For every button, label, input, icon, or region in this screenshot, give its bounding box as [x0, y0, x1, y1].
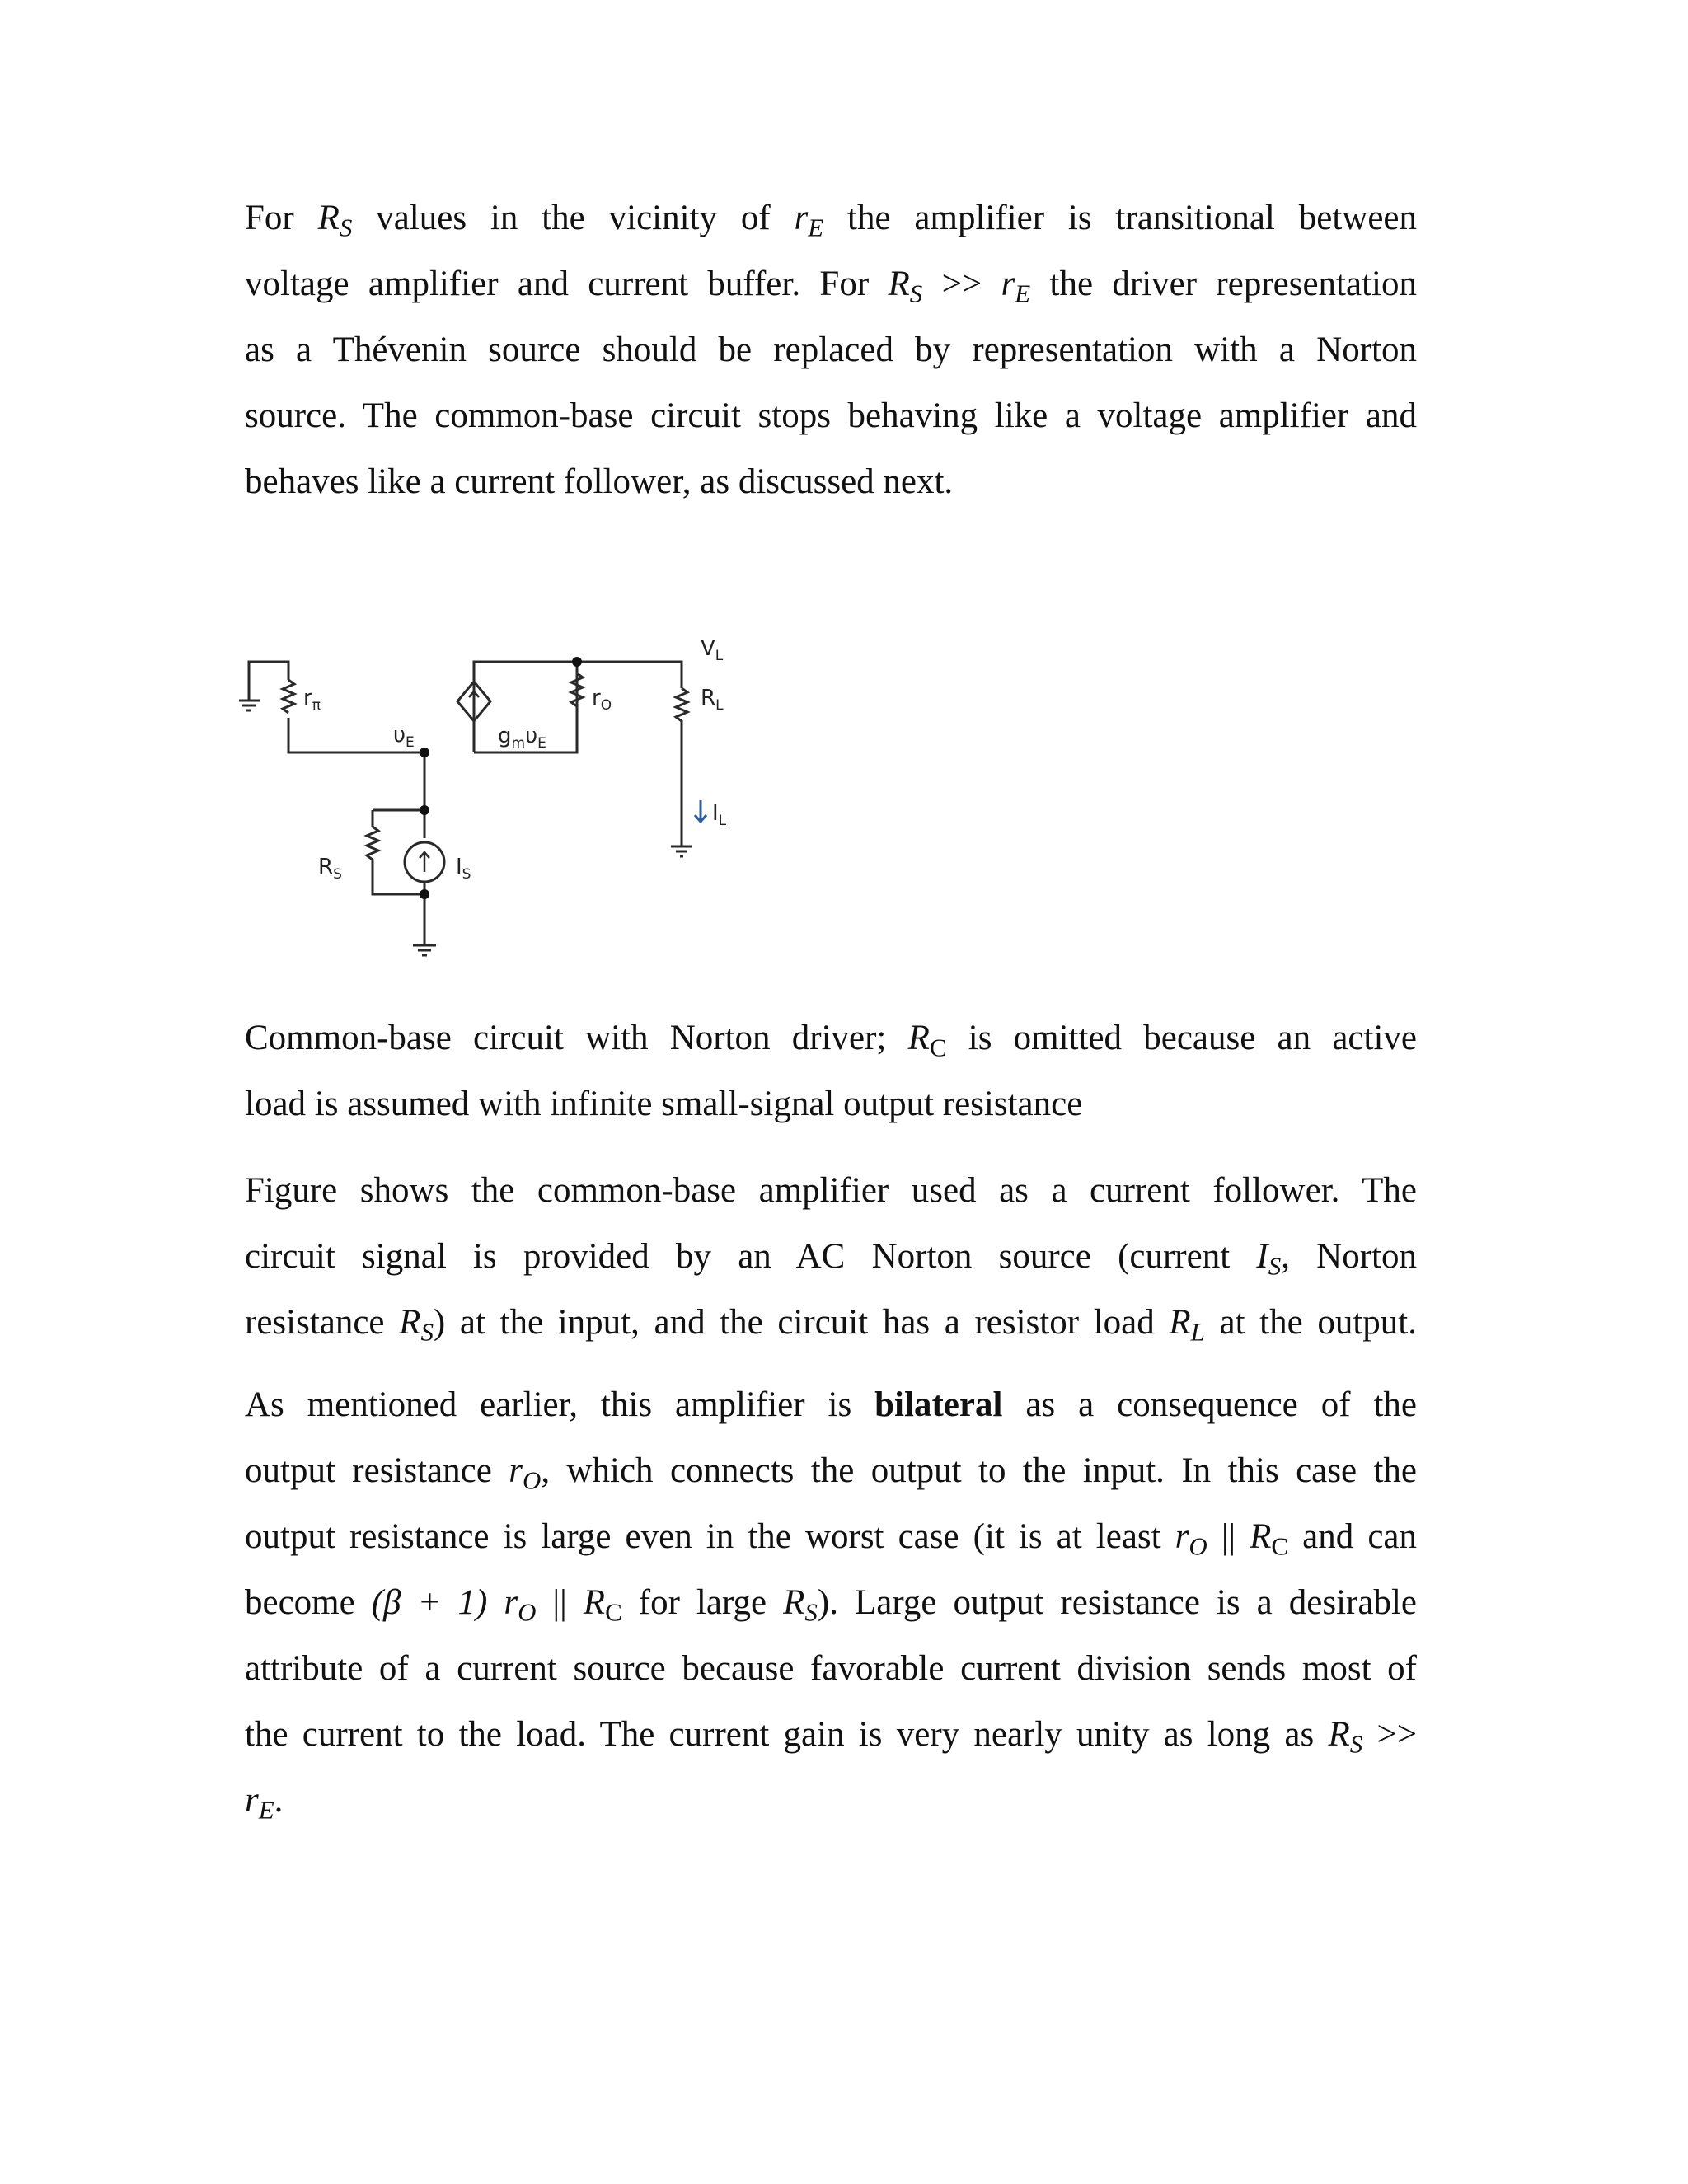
text-line: as a Thévenin source should be replaced by representation with a Norton	[245, 330, 1417, 369]
common-base-circuit-figure	[239, 622, 750, 1010]
paragraph-bilateral	[245, 1372, 1417, 1834]
arrow-down-icon	[695, 800, 706, 822]
circuit-node	[420, 805, 429, 815]
text-line: As mentioned earlier, this amplifier is bilateral as a consequence of the	[245, 1385, 1417, 1424]
ground-icon	[671, 846, 692, 856]
label-v-e: $\upsilon_E$	[393, 723, 415, 751]
text-line: output resistance $r_O$, which connects the output to the input. In this case the	[245, 1451, 1417, 1495]
text-line: circuit signal is provided by an AC Norton source (current $I_S$, Norton	[245, 1237, 1417, 1281]
circuit-diagram	[239, 622, 750, 1010]
r-l-resistor	[676, 688, 687, 843]
text-line: output resistance is large even in the worst case (it is at least $r_O$ || $R_C$ and can	[245, 1517, 1417, 1561]
circuit-node	[420, 748, 429, 757]
text-line: voltage amplifier and current buffer. For $R_S >> r_E$ the driver representation	[245, 265, 1417, 308]
text-line: For $R_S$ values in the vicinity of $r_E$ the amplifier is transitional between	[245, 199, 1417, 242]
figure-caption	[245, 1005, 1417, 1137]
text-line: attribute of a current source because favorable current division sends most of	[245, 1649, 1417, 1688]
text-line: resistance $R_S$) at the input, and the circuit has a resistor load $R_L$ at the output.	[245, 1303, 1417, 1347]
label-v-l: $V_L$	[701, 636, 724, 664]
wire	[373, 810, 424, 838]
r-o-resistor	[571, 673, 583, 752]
r-pi-resistor	[283, 680, 294, 713]
label-gm-ve: $g_m\upsilon_E$	[498, 724, 546, 752]
ground-icon	[239, 701, 260, 710]
text-line: $r_E$.	[245, 1781, 284, 1825]
wire	[577, 662, 682, 688]
arrow-up-icon	[420, 852, 429, 872]
label-r-l: $R_L$	[701, 686, 724, 714]
arrow-up-icon	[469, 691, 479, 711]
text-line: load is assumed with infinite small-signal output resistance	[245, 1085, 1083, 1123]
r-s-resistor	[367, 810, 424, 894]
label-r-o: $r_O$	[592, 686, 612, 714]
text-line: source. The common-base circuit stops behaving like a voltage amplifier and	[245, 396, 1417, 435]
wire	[249, 662, 288, 687]
text-line: become (β + 1) $r_O$ || $R_C$ for large $R_S$). Large output resistance is a desirable	[245, 1583, 1417, 1627]
paragraph-intro	[245, 185, 1417, 515]
label-r-s: $R_S$	[318, 855, 342, 883]
text-line: Figure shows the common-base amplifier used as a current follower. The	[245, 1171, 1417, 1210]
text-line: Common-base circuit with Norton driver; $R_C$ is omitted because an active	[245, 1019, 1417, 1062]
ground-icon	[413, 945, 436, 955]
text-line: behaves like a current follower, as discussed next.	[245, 462, 954, 501]
label-i-s: $I_S$	[456, 855, 471, 883]
circuit-node	[572, 657, 582, 667]
text-line: the current to the load. The current gain is very nearly unity as long as $R_S$ >>	[245, 1715, 1417, 1759]
circuit-node	[420, 889, 429, 899]
paragraph-current-follower	[245, 1158, 1417, 1356]
label-i-l: $I_L$	[712, 801, 727, 829]
label-r-pi: $r_\pi$	[303, 686, 321, 714]
